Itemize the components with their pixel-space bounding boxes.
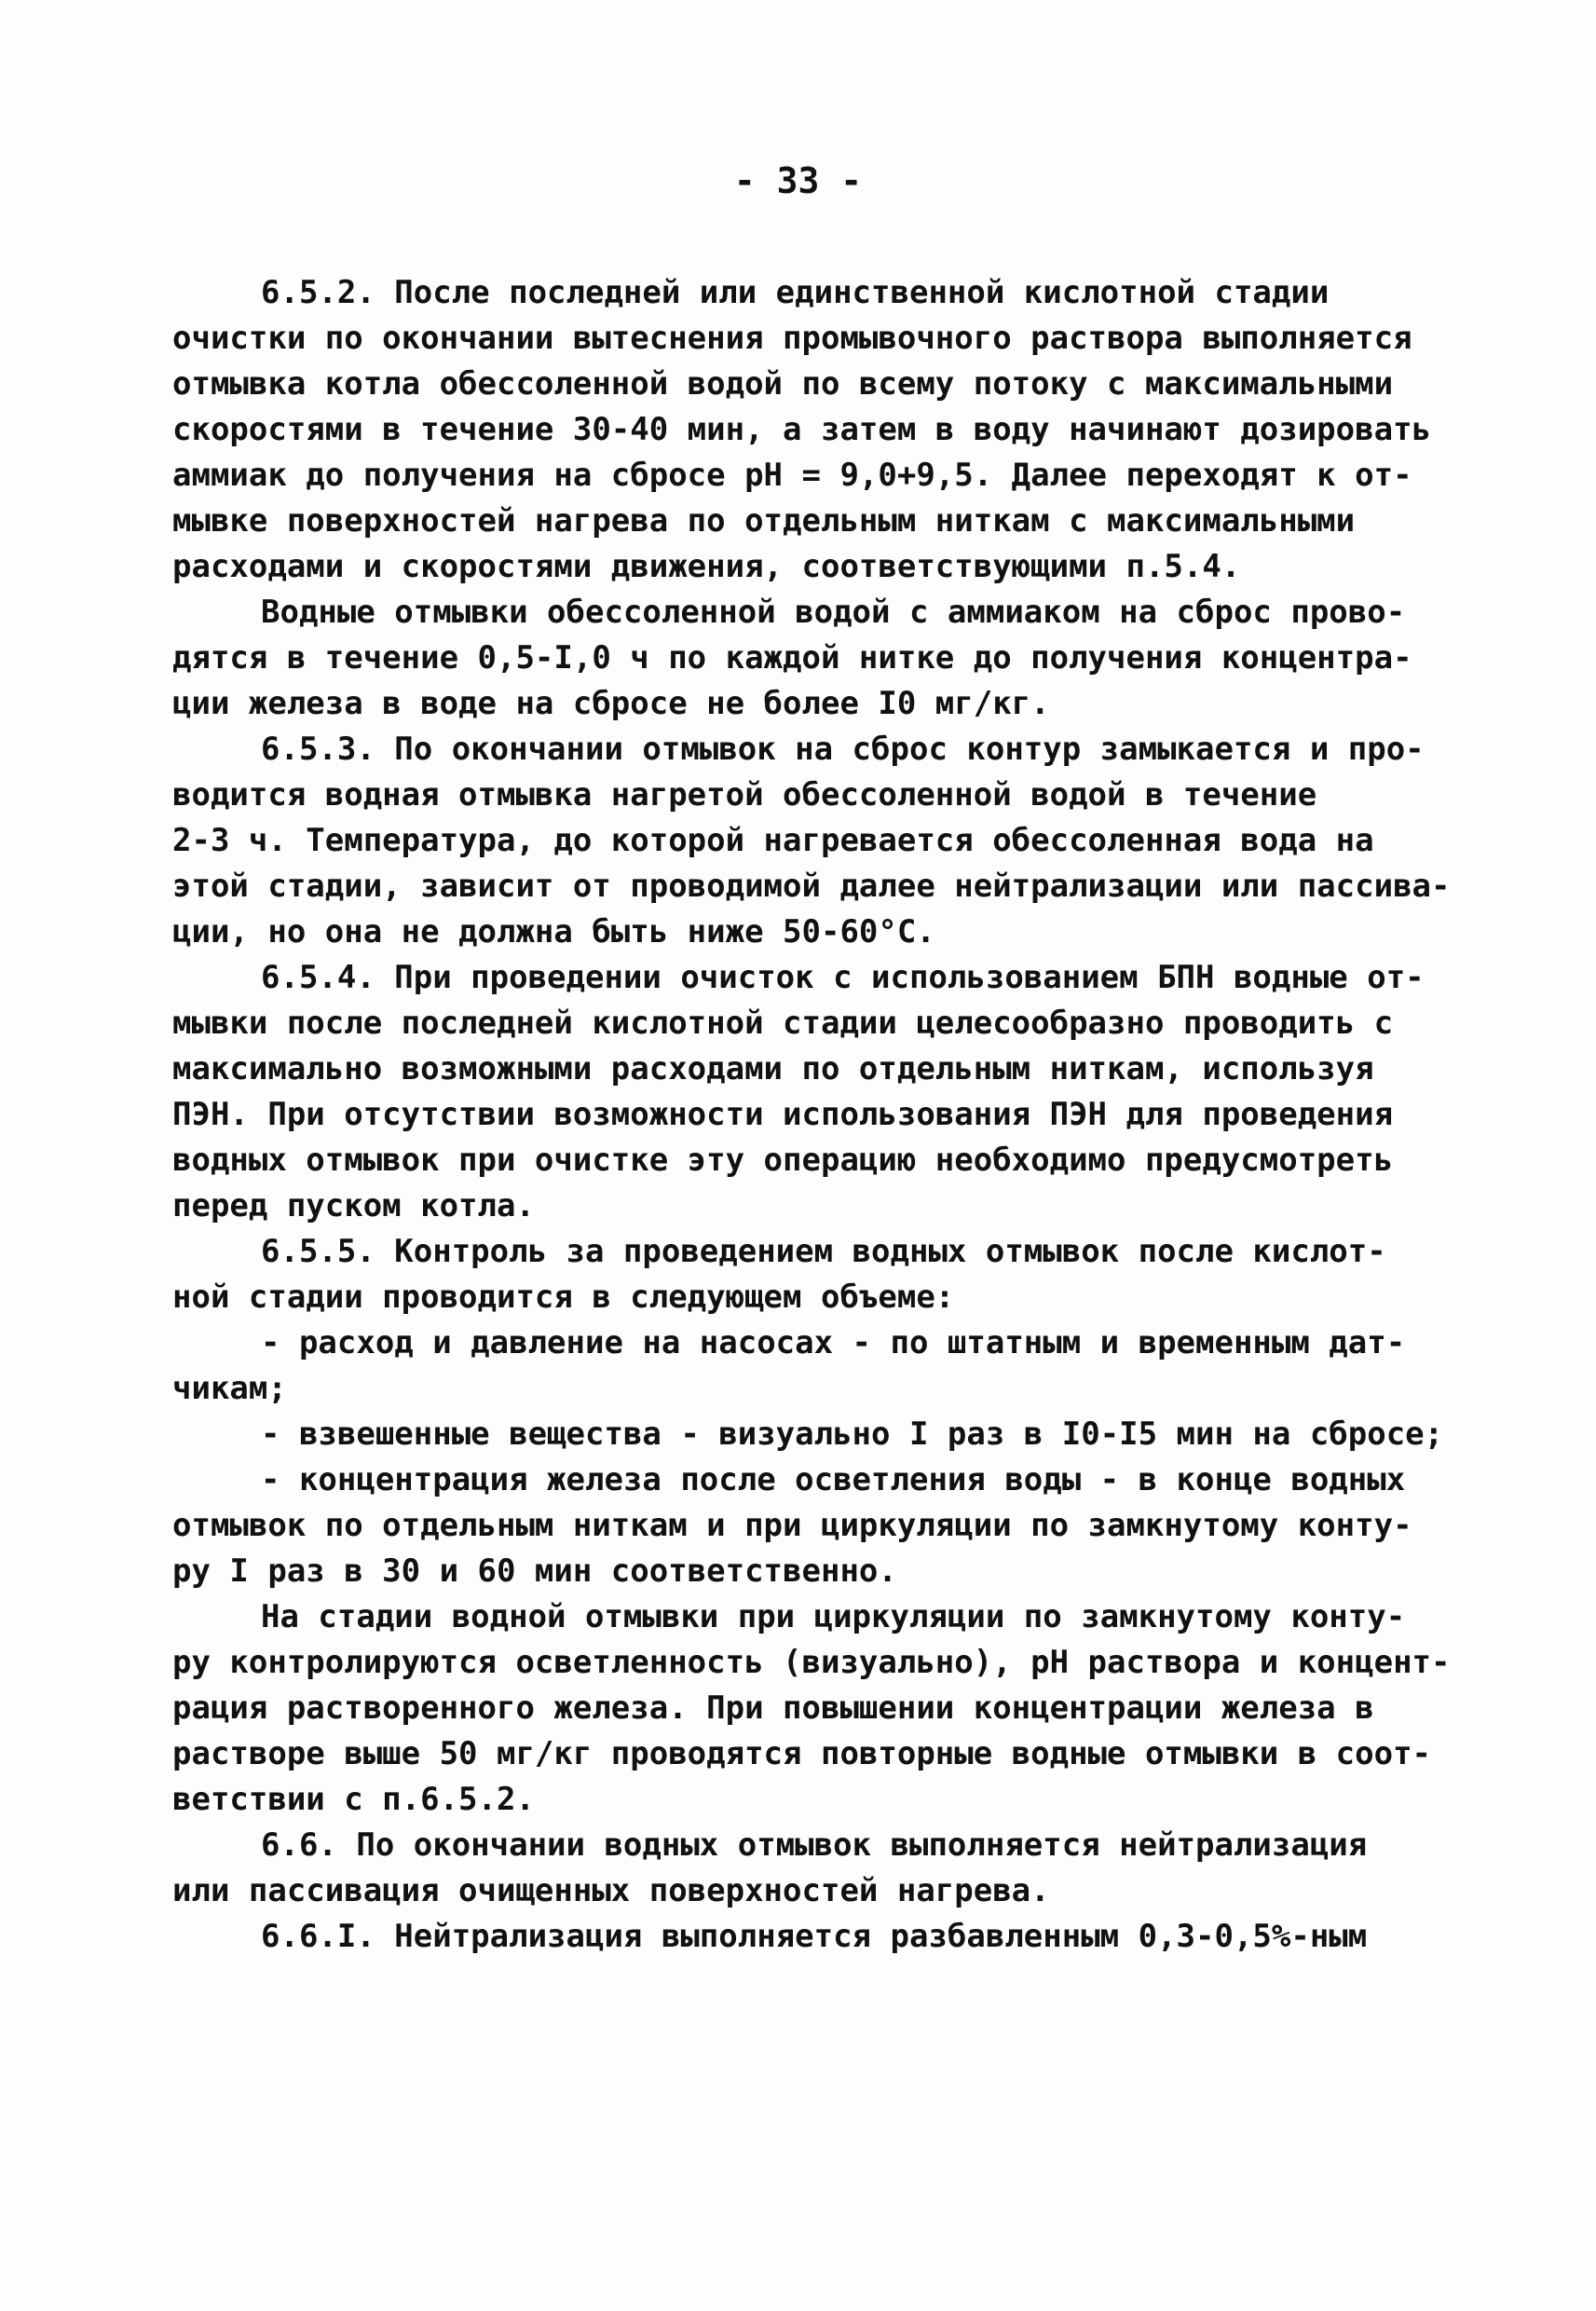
text-line: 6.5.5. Контроль за проведением водных отмывок после кислот-: [261, 1233, 1386, 1270]
text-line: или пассивация очищенных поверхностей нагрева.: [172, 1872, 1050, 1909]
page-number: - 33 -: [733, 160, 863, 201]
text-line: расходами и скоростями движения, соответствующими п.5.4.: [172, 548, 1241, 585]
text-line: ру контролируются осветленность (визуально), pH раствора и концент-: [172, 1644, 1451, 1681]
text-line: чикам;: [172, 1370, 287, 1407]
body-text: [172, 270, 1467, 1960]
text-line: водится водная отмывка нагретой обессоленной водой в течение: [172, 776, 1317, 814]
text-line: На стадии водной отмывки при циркуляции по замкнутому конту-: [261, 1598, 1406, 1635]
text-line: очистки по окончании вытеснения промывочного раствора выполняется: [172, 320, 1412, 357]
text-line: ции, но она не должна быть ниже 50-60°С.: [172, 913, 935, 950]
text-line: мывки после последней кислотной стадии целесообразно проводить с: [172, 1005, 1394, 1042]
text-line: ПЭН. При отсутствии возможности использования ПЭН для проведения: [172, 1096, 1394, 1133]
text-line: 6.6.I. Нейтрализация выполняется разбавленным 0,3-0,5%-ным: [261, 1918, 1368, 1955]
text-line: - расход и давление на насосах - по штатным и временным дат-: [261, 1324, 1406, 1361]
text-line: этой стадии, зависит от проводимой далее нейтрализации или пассива-: [172, 868, 1451, 905]
text-line: - взвешенные вещества - визуально I раз в I0-I5 мин на сбросе;: [261, 1415, 1444, 1453]
text-line: 6.5.2. После последней или единственной кислотной стадии: [261, 274, 1330, 311]
text-line: ру I раз в 30 и 60 мин соответственно.: [172, 1552, 897, 1590]
text-line: рация растворенного железа. При повышении концентрации железа в: [172, 1689, 1374, 1727]
text-line: ции железа в воде на сбросе не более I0 мг/кг.: [172, 685, 1050, 722]
text-line: ветствии с п.6.5.2.: [172, 1781, 535, 1818]
text-line: растворе выше 50 мг/кг проводятся повторные водные отмывки в соот-: [172, 1735, 1432, 1772]
text-line: 6.5.3. По окончании отмывок на сброс контур замыкается и про-: [261, 731, 1425, 768]
text-line: 2-3 ч. Температура, до которой нагревается обессоленная вода на: [172, 822, 1374, 859]
text-line: - концентрация железа после осветления воды - в конце водных: [261, 1461, 1406, 1498]
text-line: дятся в течение 0,5-I,0 ч по каждой нитке до получения концентра-: [172, 639, 1412, 677]
text-line: отмывок по отдельным ниткам и при циркуляции по замкнутому конту-: [172, 1507, 1412, 1544]
text-line: максимально возможными расходами по отдельным ниткам, используя: [172, 1050, 1374, 1087]
text-line: ной стадии проводится в следующем объеме:: [172, 1279, 955, 1316]
text-line: 6.6. По окончании водных отмывок выполняется нейтрализация: [261, 1826, 1368, 1864]
text-line: мывке поверхностей нагрева по отдельным ниткам с максимальными: [172, 502, 1356, 540]
text-line: перед пуском котла.: [172, 1187, 535, 1224]
text-line: Водные отмывки обессоленной водой с аммиаком на сброс прово-: [261, 594, 1406, 631]
text-line: скоростями в течение 30-40 мин, а затем в воду начинают дозировать: [172, 411, 1432, 448]
text-line: водных отмывок при очистке эту операцию необходимо предусмотреть: [172, 1142, 1394, 1179]
text-line: 6.5.4. При проведении очисток с использованием БПН водные от-: [261, 959, 1425, 996]
text-line: отмывка котла обессоленной водой по всему потоку с максимальными: [172, 365, 1394, 403]
text-line: аммиак до получения на сбросе pH = 9,0+9,5. Далее переходят к от-: [172, 457, 1412, 494]
